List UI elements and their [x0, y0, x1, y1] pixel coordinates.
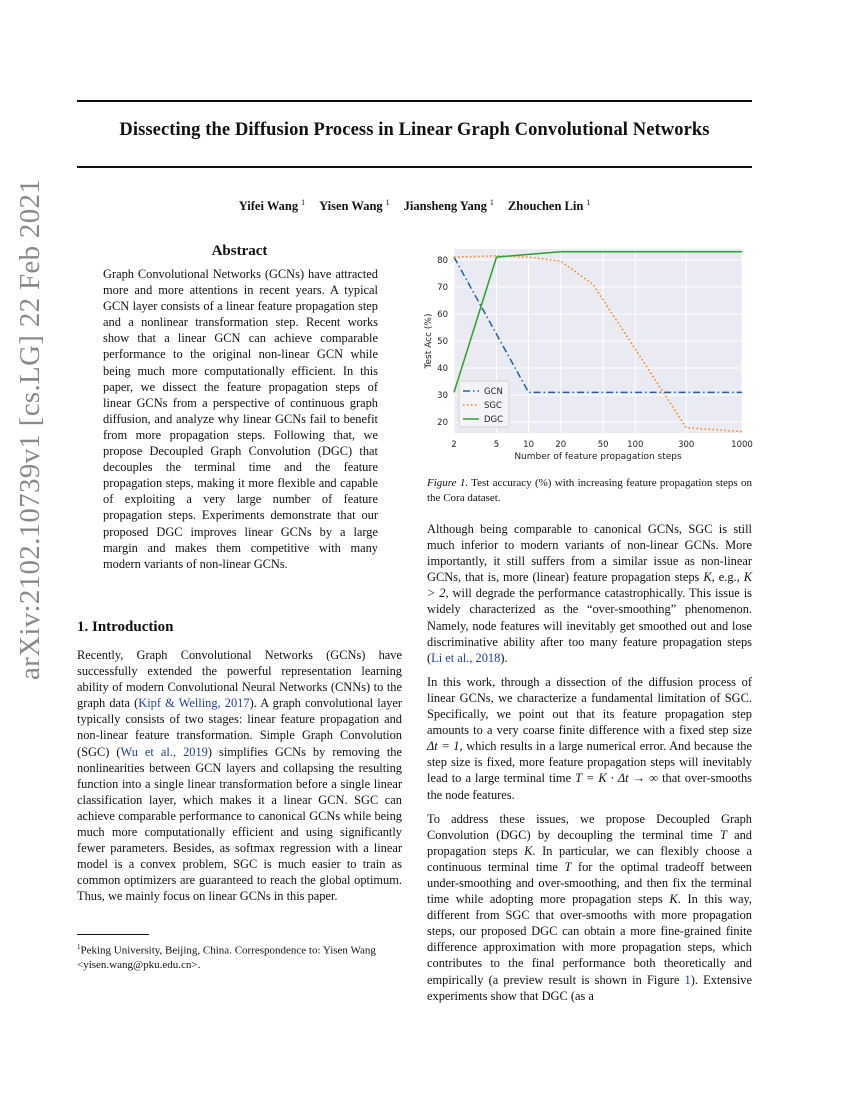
text-run: ). Extensive experiments show that DGC (as a [427, 972, 752, 1003]
author-name [508, 198, 590, 214]
legend-label-gcn: GCN [484, 387, 503, 397]
paragraph [427, 521, 752, 666]
text-run: , e.g., [711, 570, 744, 585]
y-tick-label: 60 [437, 309, 448, 320]
right-column-text [427, 521, 752, 1012]
x-tick-label: 300 [678, 440, 695, 450]
text-run: , which results in a large numerical error. And because the step size is fixed, more feature propagation steps will inevitably lead to a large terminal time [427, 739, 753, 786]
legend-label-sgc: SGC [484, 401, 502, 411]
citation-link-wu[interactable]: Wu et al., 2019 [120, 744, 208, 759]
citation-link-li[interactable]: Li et al., 2018 [431, 650, 501, 665]
top-rule [77, 100, 752, 102]
text-run: for the optimal tradeoff between under-smoothing and over-smoothing, and then fix the terminal time while adopting more propagation steps [427, 859, 752, 907]
title-bottom-rule [77, 166, 752, 168]
figure-caption [427, 476, 752, 506]
introduction-paragraph [77, 647, 402, 905]
math-run: T = K · Δt → ∞ [575, 771, 659, 786]
x-tick-label: 10 [523, 440, 534, 450]
paragraph [427, 811, 752, 1004]
citation-link-kipf[interactable]: Kipf & Welling, 2017 [138, 696, 250, 711]
author-name-text: Zhouchen Lin [507, 199, 584, 214]
y-tick-label: 40 [437, 364, 448, 375]
text-run: ). [500, 650, 508, 665]
author-affiliation-mark: 1 [301, 198, 306, 207]
author-name-text: Yisen Wang [319, 199, 383, 214]
author-list [77, 198, 752, 214]
text-run: ) simplifies GCNs by removing the nonlinearities between GCN layers and collapsing the resulting function into a single linear transformation before a single linear classification layer, which makes it a linear GCN. SGC can achieve comparable performance to canonical GCNs while being much more computationally efficient and using significantly fewer parameters. Besides, as softmax regression with a linear model is a convex problem, SGC is much easier to train as common optimizers are guaranteed to reach the global optimum. Thus, we mainly focus on linear GCNs in this paper. [77, 744, 402, 904]
author-name-text: Yifei Wang [238, 199, 299, 214]
figure-1-chart [420, 243, 760, 465]
math-run: Δt = 1 [427, 739, 460, 754]
abstract-heading: Abstract [211, 243, 268, 259]
text-run: and propagation steps [427, 827, 752, 858]
text-run: Recently, Graph Convolutional Networks (GCNs) have successfully extended the powerful representation learning ability of modern Convolutional Neural Networks (CNNs) to the graph data ( [77, 648, 402, 711]
section-heading-introduction: 1. Introduction [77, 619, 174, 635]
caption-label: Figure 1. [427, 477, 469, 489]
math-run: T [719, 827, 727, 842]
text-run: ). A graph convolutional layer typically consists of two stages: linear feature propagation and non-linear feature transformation. Simple Graph Convolution (SGC) ( [77, 696, 403, 759]
paper-title: Dissecting the Diffusion Process in Linear Graph Convolutional Networks [119, 120, 710, 140]
author-affiliation-mark: 1 [489, 198, 494, 207]
y-tick-label: 50 [437, 337, 448, 347]
math-run: K [703, 570, 712, 585]
legend-label-dgc: DGC [484, 415, 504, 425]
x-tick-label: 50 [597, 440, 609, 450]
author-affiliation-mark: 1 [385, 198, 390, 207]
text-run: . In this way, different from SGC that over-smooths with more propagation steps, our proposed DGC can obtain a more fine-grained finite difference approximation with more propagation steps, which contributes to the final performance both theoretically and empirically (a preview result is shown in Figure [427, 892, 752, 987]
math-run: K > 2 [427, 570, 753, 601]
author-name-text: Jiansheng Yang [403, 199, 487, 214]
author-name [404, 198, 494, 214]
author-name [239, 198, 305, 214]
author-affiliation-mark: 1 [586, 198, 591, 207]
author-name [319, 198, 390, 214]
footnote [77, 940, 402, 972]
text-run: , will degrade the performance catastrophically. This issue is widely characterized as the “over-smoothing” phenomenon. Namely, node features will inevitably get smoothed out and lose discriminative ability after too many feature propagation steps ( [427, 586, 753, 665]
footnote-mark: 1 [77, 943, 81, 951]
math-run: K [669, 892, 678, 907]
text-run: . In particular, we can flexibly choose a continuous terminal time [427, 843, 752, 874]
x-tick-label: 1000 [731, 440, 753, 450]
legend [459, 381, 509, 427]
footnote-rule [77, 934, 149, 935]
figure-ref-link[interactable]: 1 [684, 972, 691, 987]
y-tick-label: 20 [437, 418, 448, 429]
math-run: K [524, 843, 533, 858]
text-run: To address these issues, we propose Decoupled Graph Convolution (DGC) by decoupling the terminal time [427, 811, 752, 842]
y-axis-label: Test Acc (%) [424, 313, 434, 369]
x-tick-label: 2 [451, 440, 457, 450]
math-run: T [564, 859, 572, 874]
y-tick-label: 80 [437, 255, 448, 266]
y-tick-label: 70 [437, 282, 448, 293]
arxiv-stamp: arXiv:2102.10739v1 [cs.LG] 22 Feb 2021 [14, 178, 46, 680]
abstract-text: Graph Convolutional Networks (GCNs) have attracted more and more attentions in recent years. A typical GCN layer consists of a linear feature propagation step and a nonlinear transformation step. Recent works show that a linear GCN can achieve comparable performance to the original non-linear GCN while being much more computationally efficient. In this paper, we dissect the feature propagation steps of linear GCNs from a perspective of continuous graph diffusion, and analyze why linear GCNs fail to benefit from more propagation steps. Following that, we propose Decoupled Graph Convolution (DGC) that decouples the terminal time and the feature propagation steps, making it more flexible and capable of exploiting a very large number of feature propagation steps. Experiments demonstrate that our proposed DGC improves linear GCNs by a large margin and makes them competitive with many modern variants of non-linear GCNs. [103, 267, 378, 571]
text-run: In this work, through a dissection of the diffusion process of linear GCNs, we characterize a fundamental limitation of SGC. Specifically, we point out that its feature propagation step amounts to a very coarse finite difference with a fixed step size [427, 674, 752, 738]
x-tick-label: 5 [493, 440, 500, 450]
paragraph [427, 674, 752, 803]
x-tick-label: 20 [555, 440, 567, 450]
footnote-text: Peking University, Beijing, China. Correspondence to: Yisen Wang <yisen.wang@pku.edu.cn>. [77, 944, 376, 971]
text-run: that over-smooths the node features. [427, 771, 752, 802]
x-axis-label: Number of feature propagation steps [514, 452, 682, 462]
text-run: Although being comparable to canonical GCNs, SGC is still much inferior to modern variants of non-linear GCNs. More importantly, it still suffers from a similar issue as non-linear GCNs, that is, more (linear) feature propagation steps [427, 522, 752, 585]
caption-text: Test accuracy (%) with increasing feature propagation steps on the Cora dataset. [427, 477, 753, 504]
x-tick-label: 100 [627, 440, 644, 450]
y-tick-label: 30 [437, 391, 448, 402]
